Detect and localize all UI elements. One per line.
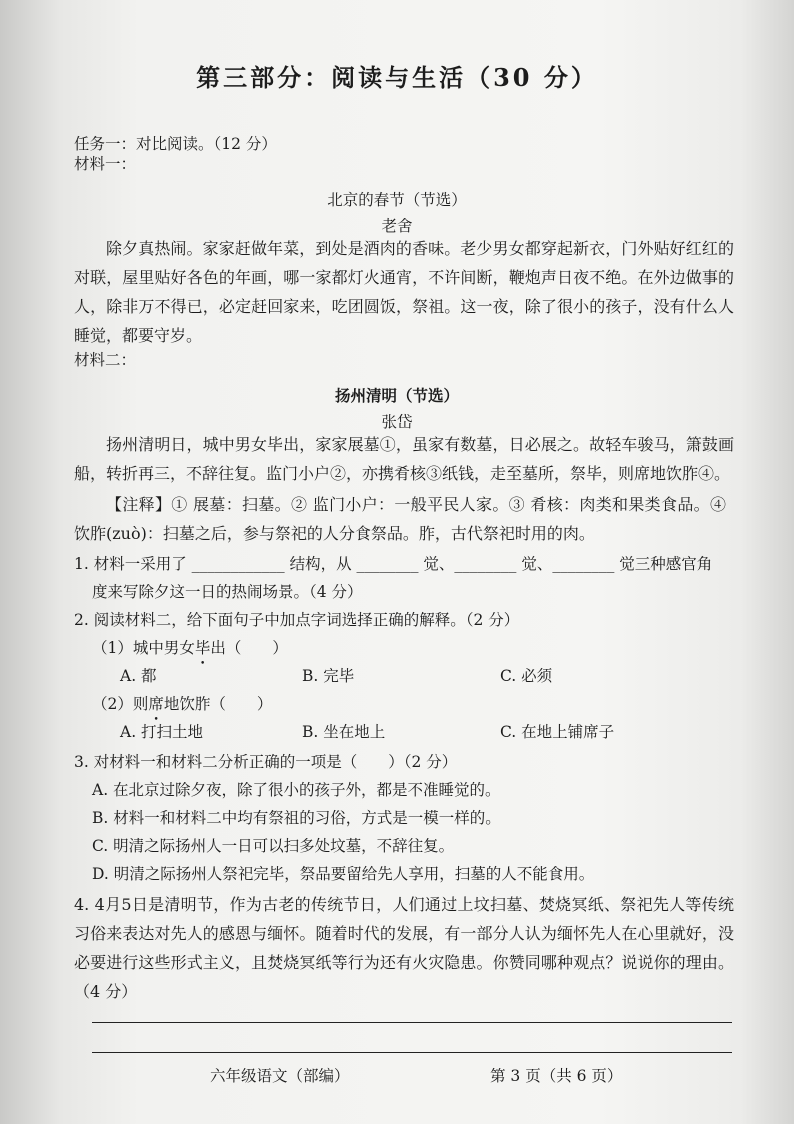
q2-s1-post: 出（ ） [210, 639, 288, 657]
question-2-sentence-2 [92, 692, 272, 714]
q2-s1-option-a: A. 都 [120, 667, 157, 685]
material-two-text: 扬州清明日，城中男女毕出，家家展墓①，虽家有数墓，日必展之。故轻车骏马，箫鼓画船，转折再三，不辞往复。监门小户②，亦携肴核③纸钱，走至墓所，祭毕，则席地饮胙④。 [74, 435, 734, 483]
q2-s2-option-b: B. 坐在地上 [302, 723, 386, 741]
q2-s1-dotted-word: 毕 [194, 639, 211, 657]
question-3-stem: 3. 对材料一和材料二分析正确的一项是（ ）（2 分） [74, 753, 458, 771]
material-one-text: 除夕真热闹。家家赶做年菜，到处是酒肉的香味。老少男女都穿起新衣，门外贴好红红的对联，屋里贴好各色的年画，哪一家都灯火通宵，不许间断，鞭炮声日夜不绝。在外边做事的人，除非万不得已，必定赶回家来，吃团圆饭，祭祖。这一夜，除了很小的孩子，没有什么人睡觉，都要守岁。 [74, 239, 734, 345]
task-one-label: 任务一：对比阅读。（12 分） [74, 135, 277, 153]
question-3-option-d: D. 明清之际扬州人祭祀完毕，祭品要留给先人享用，扫墓的人不能食用。 [92, 865, 595, 883]
question-3-option-c: C. 明清之际扬州人一日可以扫多处坟墓，不辞往复。 [92, 837, 455, 855]
footer-subject: 六年级语文（部编） [210, 1067, 350, 1085]
material-two-title: 扬州清明（节选） [334, 386, 459, 405]
material-one-label: 材料一： [74, 155, 137, 173]
q2-s2-pre: （2）则 [92, 695, 149, 713]
question-1-line-1: 1. 材料一采用了 ____________ 结构，从 ________ 觉、________ 觉、________ 觉三种感官角 [74, 555, 713, 573]
q2-s2-option-a: A. 打扫土地 [120, 723, 204, 741]
material-one-author: 老舍 [381, 217, 413, 235]
question-3-option-a: A. 在北京过除夕夜，除了很小的孩子外，都是不准睡觉的。 [92, 781, 501, 799]
annotation-note: 【注释】① 展墓：扫墓。② 监门小户：一般平民人家。③ 肴核：肉类和果类食品。④ 饮胙(zuò)：扫墓之后，参与祭祀的人分食祭品。胙，古代祭祀时用的肉。 [74, 495, 726, 543]
question-4-text: 4. 4月5日是清明节，作为古老的传统节日，人们通过上坟扫墓、焚烧冥纸、祭祀先人等传统习俗来表达对先人的感恩与缅怀。随着时代的发展，有一部分人认为缅怀先人在心里就好，没必要进行这些形式主义，且焚烧冥纸等行为还有火灾隐患。你赞同哪种观点？说说你的理由。（4 分） [74, 895, 734, 1001]
q2-s2-post: 地饮胙（ ） [163, 695, 273, 713]
q2-s1-pre: （1）城中男女 [92, 639, 195, 657]
q2-s1-option-c: C. 必须 [500, 667, 553, 685]
question-1-line-2: 度来写除夕这一日的热闹场景。（4 分） [92, 583, 363, 601]
section-title: 第三部分：阅读与生活（30 分） [196, 63, 598, 92]
q2-s2-dotted-word: 席 [148, 695, 164, 713]
question-3-option-b: B. 材料一和材料二中均有祭祖的习俗，方式是一模一样的。 [92, 809, 501, 827]
material-two-label: 材料二： [74, 351, 137, 369]
question-2-stem: 2. 阅读材料二，给下面句子中加点字词选择正确的解释。（2 分） [74, 611, 520, 629]
q2-s2-option-c: C. 在地上铺席子 [500, 723, 615, 741]
footer-page-number: 第 3 页（共 6 页） [490, 1067, 623, 1085]
material-two-author: 张岱 [381, 413, 413, 431]
q2-s1-option-b: B. 完毕 [302, 667, 355, 685]
material-one-title: 北京的春节（节选） [327, 191, 467, 209]
answer-line-2 [92, 1052, 732, 1053]
answer-line-1 [92, 1022, 732, 1023]
question-2-sentence-1 [92, 636, 288, 658]
